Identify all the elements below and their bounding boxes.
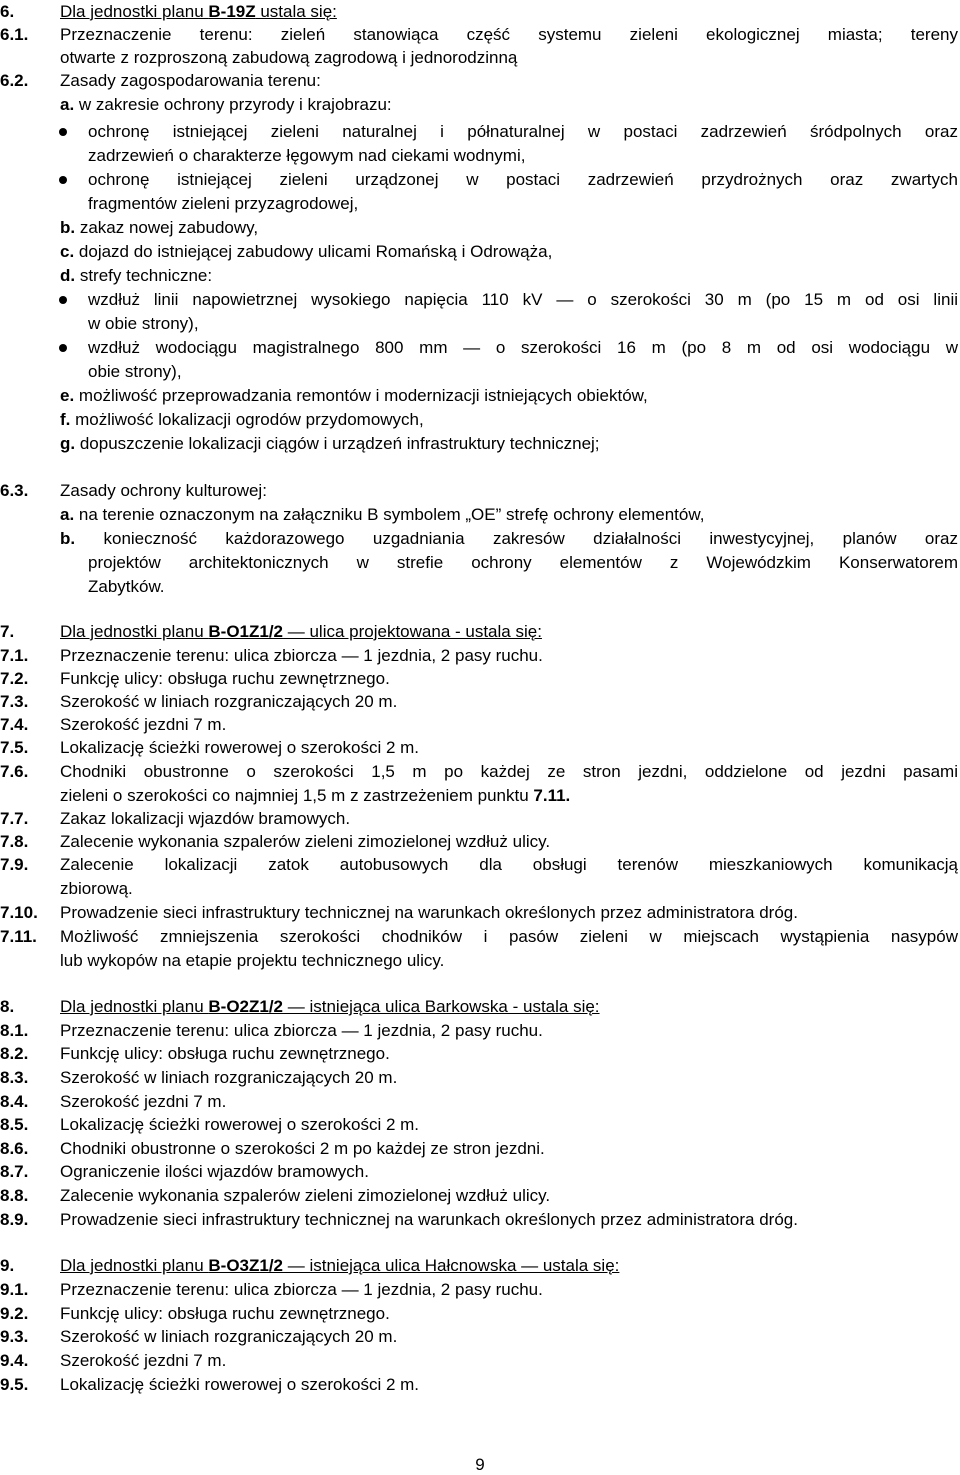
document-line	[0, 853, 960, 877]
text-run: g.	[60, 434, 76, 453]
section-number: 6.3.	[0, 481, 29, 500]
line-text	[88, 551, 958, 575]
document-line	[0, 1349, 960, 1373]
line-text	[88, 312, 958, 336]
text-run: Lokalizację ścieżki rowerowej o szerokości 2 m.	[60, 738, 420, 757]
line-text	[60, 830, 958, 854]
section-number: 8.2.	[0, 1044, 29, 1063]
line-text	[60, 1184, 958, 1208]
line-text	[60, 432, 958, 456]
text-run: Lokalizację ścieżki rowerowej o szerokości 2 m.	[60, 1115, 420, 1134]
document-line	[0, 830, 960, 854]
section-heading-text: B-O1Z1/2	[208, 622, 284, 641]
document-line	[0, 1066, 960, 1090]
line-text	[60, 1160, 958, 1184]
document-line	[0, 69, 960, 93]
section-number: 8.	[0, 997, 15, 1016]
line-text	[60, 0, 958, 24]
line-text	[60, 527, 958, 551]
document-line	[0, 1184, 960, 1208]
section-number: 9.1.	[0, 1280, 29, 1299]
line-text	[60, 1278, 958, 1302]
text-run: zadrzewień o charakterze łęgowym nad ciekami wodnymi,	[88, 146, 526, 165]
section-number: 8.9.	[0, 1210, 29, 1229]
document-line	[0, 901, 960, 925]
text-run: c.	[60, 242, 75, 261]
line-text	[60, 784, 958, 808]
section-number: 8.7.	[0, 1162, 29, 1181]
text-run: ochronę istniejącej zieleni naturalnej i półnaturalnej w postaci zadrzewień śródpolnych oraz	[88, 122, 958, 141]
text-run: Lokalizację ścieżki rowerowej o szerokości 2 m.	[60, 1375, 420, 1394]
line-text	[60, 1208, 958, 1232]
text-run: strefy techniczne:	[75, 266, 213, 285]
line-text	[88, 360, 958, 384]
section-number: 8.8.	[0, 1186, 29, 1205]
line-text	[60, 46, 958, 70]
section-heading-text: Dla jednostki planu	[60, 2, 209, 21]
document-line	[0, 1373, 960, 1397]
section-number: 8.1.	[0, 1021, 29, 1040]
line-text	[60, 503, 958, 527]
line-text	[60, 760, 958, 784]
bullet-icon	[59, 344, 67, 352]
section-number: 8.6.	[0, 1139, 29, 1158]
text-run: w zakresie ochrony przyrody i krajobrazu:	[74, 95, 392, 114]
text-run: Zakaz lokalizacji wjazdów bramowych.	[60, 809, 351, 828]
text-run: obie strony),	[88, 362, 182, 381]
text-run: Przeznaczenie terenu: ulica zbiorcza — 1 jezdnia, 2 pasy ruchu.	[60, 646, 543, 665]
document-line	[0, 644, 960, 668]
section-heading-text: ustala się:	[255, 2, 337, 21]
line-text	[60, 620, 958, 644]
text-run: a.	[60, 95, 75, 114]
line-text	[60, 93, 958, 117]
text-run: zbiorową.	[60, 879, 133, 898]
line-text	[60, 479, 958, 503]
line-text	[60, 1042, 958, 1066]
line-text	[60, 384, 958, 408]
line-text	[60, 216, 958, 240]
text-run: Przeznaczenie terenu: ulica zbiorcza — 1 jezdnia, 2 pasy ruchu.	[60, 1280, 543, 1299]
text-run: Szerokość w liniach rozgraniczających 20 m.	[60, 1327, 398, 1346]
document-line	[0, 877, 960, 901]
text-run: Zalecenie wykonania szpalerów zieleni zimozielonej wzdłuż ulicy.	[60, 832, 551, 851]
text-run: zakaz nowej zabudowy,	[75, 218, 259, 237]
section-number: 9.3.	[0, 1327, 29, 1346]
document-line	[0, 925, 960, 949]
document-line	[0, 192, 960, 216]
line-text	[60, 69, 958, 93]
section-number: 7.10.	[0, 903, 38, 922]
line-text	[60, 1090, 958, 1114]
document-line	[0, 713, 960, 737]
section-number: 8.3.	[0, 1068, 29, 1087]
document-line	[0, 312, 960, 336]
text-run: Prowadzenie sieci infrastruktury technicznej na warunkach określonych przez administratora dróg.	[60, 1210, 798, 1229]
section-number: 7.6.	[0, 762, 29, 781]
section-number: 7.11.	[0, 927, 37, 946]
text-run: Prowadzenie sieci infrastruktury technicznej na warunkach określonych przez administratora dróg.	[60, 903, 798, 922]
section-number: 9.4.	[0, 1351, 29, 1370]
section-heading-text: Dla jednostki planu	[60, 1256, 209, 1275]
section-number: 8.4.	[0, 1092, 29, 1111]
line-text	[60, 1066, 958, 1090]
document-line	[0, 144, 960, 168]
text-run: Szerokość w liniach rozgraniczających 20 m.	[60, 692, 398, 711]
line-text	[60, 644, 958, 668]
line-text	[60, 901, 958, 925]
text-run: konieczność każdorazowego uzgadniania zakresów działalności inwestycyjnej, planów oraz	[75, 529, 958, 548]
document-line	[0, 784, 960, 808]
text-run: b.	[60, 529, 76, 548]
text-run: wzdłuż wodociągu magistralnego 800 mm — o szerokości 16 m (po 8 m od osi wodociągu w	[88, 338, 958, 357]
document-line	[0, 1325, 960, 1349]
text-run: b.	[60, 218, 76, 237]
text-run: możliwość przeprowadzania remontów i modernizacji istniejących obiektów,	[74, 386, 648, 405]
document-line	[0, 336, 960, 360]
text-run: Funkcję ulicy: obsługa ruchu zewnętrznego.	[60, 1044, 390, 1063]
bullet-icon	[59, 128, 67, 136]
line-text	[60, 1019, 958, 1043]
text-run: Szerokość jezdni 7 m.	[60, 1092, 227, 1111]
document-line	[0, 1137, 960, 1161]
section-number: 7.9.	[0, 855, 29, 874]
text-run: Ograniczenie ilości wjazdów bramowych.	[60, 1162, 369, 1181]
text-run: dopuszczenie lokalizacji ciągów i urządzeń infrastruktury technicznej;	[75, 434, 600, 453]
line-text	[60, 408, 958, 432]
section-number: 7.5.	[0, 738, 29, 757]
text-run: na terenie oznaczonym na załączniku B symbolem „OE” strefę ochrony elementów,	[74, 505, 705, 524]
document-line	[0, 1042, 960, 1066]
line-text	[60, 877, 958, 901]
document-line	[0, 807, 960, 831]
text-run: Możliwość zmniejszenia szerokości chodników i pasów zieleni w miejscach wystąpienia nasypów	[60, 927, 958, 946]
line-text	[88, 168, 958, 192]
section-heading-text: B-O3Z1/2	[208, 1256, 284, 1275]
section-heading-text: B-19Z	[208, 2, 256, 21]
text-run: Przeznaczenie terenu: ulica zbiorcza — 1 jezdnia, 2 pasy ruchu.	[60, 1021, 543, 1040]
text-run: możliwość lokalizacji ogrodów przydomowych,	[70, 410, 424, 429]
section-number: 8.5.	[0, 1115, 29, 1134]
document-line	[0, 1019, 960, 1043]
document-line	[0, 575, 960, 599]
document-line	[0, 360, 960, 384]
section-number: 6.	[0, 2, 15, 21]
text-run: d.	[60, 266, 76, 285]
document-line	[0, 620, 960, 644]
document-line	[0, 690, 960, 714]
document-line	[0, 408, 960, 432]
section-number: 6.2.	[0, 71, 29, 90]
text-run: Szerokość jezdni 7 m.	[60, 715, 227, 734]
line-text	[88, 192, 958, 216]
section-number: 6.1.	[0, 25, 29, 44]
line-text	[60, 1113, 958, 1137]
text-run: f.	[60, 410, 71, 429]
line-text	[60, 1302, 958, 1326]
section-heading-text: Dla jednostki planu	[60, 997, 209, 1016]
document-line	[0, 93, 960, 117]
line-text	[60, 264, 958, 288]
line-text	[60, 1137, 958, 1161]
line-text	[60, 690, 958, 714]
section-number: 7.7.	[0, 809, 29, 828]
text-run: Zalecenie lokalizacji zatok autobusowych dla obsługi terenów mieszkaniowych komunikacją	[60, 855, 958, 874]
text-run: a.	[60, 505, 75, 524]
text-run: Chodniki obustronne o szerokości 2 m po każdej ze stron jezdni.	[60, 1139, 545, 1158]
text-run: Funkcję ulicy: obsługa ruchu zewnętrznego.	[60, 1304, 390, 1323]
document-line	[0, 120, 960, 144]
line-text	[60, 23, 958, 47]
document-line	[0, 1278, 960, 1302]
line-text	[88, 288, 958, 312]
section-heading-text: — istniejąca ulica Barkowska - ustala się:	[283, 997, 600, 1016]
bullet-icon	[59, 296, 67, 304]
line-text	[60, 240, 958, 264]
line-text	[60, 949, 958, 973]
document-line	[0, 736, 960, 760]
document-line	[0, 1113, 960, 1137]
line-text	[60, 1373, 958, 1397]
text-run: Szerokość w liniach rozgraniczających 20 m.	[60, 1068, 398, 1087]
document-line	[0, 479, 960, 503]
line-text	[60, 736, 958, 760]
line-text	[88, 336, 958, 360]
document-line	[0, 949, 960, 973]
document-line	[0, 216, 960, 240]
document-line	[0, 1302, 960, 1326]
text-run: projektów architektonicznych w strefie ochrony elementów z Wojewódzkim Konserwatorem	[88, 553, 958, 572]
document-line	[0, 168, 960, 192]
document-line	[0, 288, 960, 312]
line-text	[60, 713, 958, 737]
text-run: Chodniki obustronne o szerokości 1,5 m po każdej ze stron jezdni, oddzielone od jezdni pasami	[60, 762, 958, 781]
section-number: 7.4.	[0, 715, 29, 734]
text-run: 7.11.	[533, 786, 571, 805]
document-line	[0, 432, 960, 456]
text-run: Szerokość jezdni 7 m.	[60, 1351, 227, 1370]
document-line	[0, 384, 960, 408]
line-text	[60, 1325, 958, 1349]
document-line	[0, 240, 960, 264]
document-line	[0, 264, 960, 288]
bullet-icon	[59, 176, 67, 184]
section-heading-text: — istniejąca ulica Hałcnowska — ustala się:	[283, 1256, 620, 1275]
line-text	[60, 925, 958, 949]
line-text	[88, 144, 958, 168]
page-number: 9	[475, 1455, 485, 1474]
section-number: 9.	[0, 1256, 15, 1275]
document-line	[0, 1254, 960, 1278]
text-run: Funkcję ulicy: obsługa ruchu zewnętrznego.	[60, 669, 390, 688]
document-line	[0, 527, 960, 551]
section-heading-text: Dla jednostki planu	[60, 622, 209, 641]
text-run: dojazd do istniejącej zabudowy ulicami Romańską i Odrowąża,	[74, 242, 553, 261]
line-text	[60, 807, 958, 831]
document-line	[0, 1090, 960, 1114]
text-run: Zasady zagospodarowania terenu:	[60, 71, 321, 90]
section-number: 7.	[0, 622, 15, 641]
text-run: e.	[60, 386, 75, 405]
section-number: 7.2.	[0, 669, 29, 688]
line-text	[60, 1349, 958, 1373]
text-run: Zabytków.	[88, 577, 165, 596]
document-line	[0, 995, 960, 1019]
document-line	[0, 667, 960, 691]
text-run: Przeznaczenie terenu: zieleń stanowiąca część systemu zieleni ekologicznej miasta; tereny	[60, 25, 958, 44]
line-text	[60, 1254, 958, 1278]
document-line	[0, 0, 960, 24]
line-text	[88, 120, 958, 144]
section-number: 7.1.	[0, 646, 29, 665]
text-run: fragmentów zieleni przyzagrodowej,	[88, 194, 359, 213]
text-run: w obie strony),	[88, 314, 199, 333]
line-text	[60, 853, 958, 877]
text-run: Zasady ochrony kulturowej:	[60, 481, 267, 500]
document-line	[0, 503, 960, 527]
section-number: 7.8.	[0, 832, 29, 851]
section-number: 7.3.	[0, 692, 29, 711]
document-line	[0, 760, 960, 784]
line-text	[60, 995, 958, 1019]
document-line	[0, 1208, 960, 1232]
document-line	[0, 23, 960, 47]
text-run: Zalecenie wykonania szpalerów zieleni zimozielonej wzdłuż ulicy.	[60, 1186, 551, 1205]
text-run: lub wykopów na etapie projektu technicznego ulicy.	[60, 951, 445, 970]
text-run: zieleni o szerokości co najmniej 1,5 m z zastrzeżeniem punktu	[60, 786, 534, 805]
text-run: wzdłuż linii napowietrznej wysokiego napięcia 110 kV — o szerokości 30 m (po 15 m od osi linii	[88, 290, 958, 309]
section-number: 9.5.	[0, 1375, 29, 1394]
text-run: ochronę istniejącej zieleni urządzonej w postaci zadrzewień przydrożnych oraz zwartych	[88, 170, 958, 189]
document-line	[0, 551, 960, 575]
section-heading-text: B-O2Z1/2	[208, 997, 284, 1016]
document-line	[0, 1160, 960, 1184]
line-text	[88, 575, 958, 599]
section-number: 9.2.	[0, 1304, 29, 1323]
section-heading-text: — ulica projektowana - ustala się:	[283, 622, 542, 641]
document-line	[0, 46, 960, 70]
text-run: otwarte z rozproszoną zabudową zagrodową i jednorodzinną	[60, 48, 518, 67]
line-text	[60, 667, 958, 691]
